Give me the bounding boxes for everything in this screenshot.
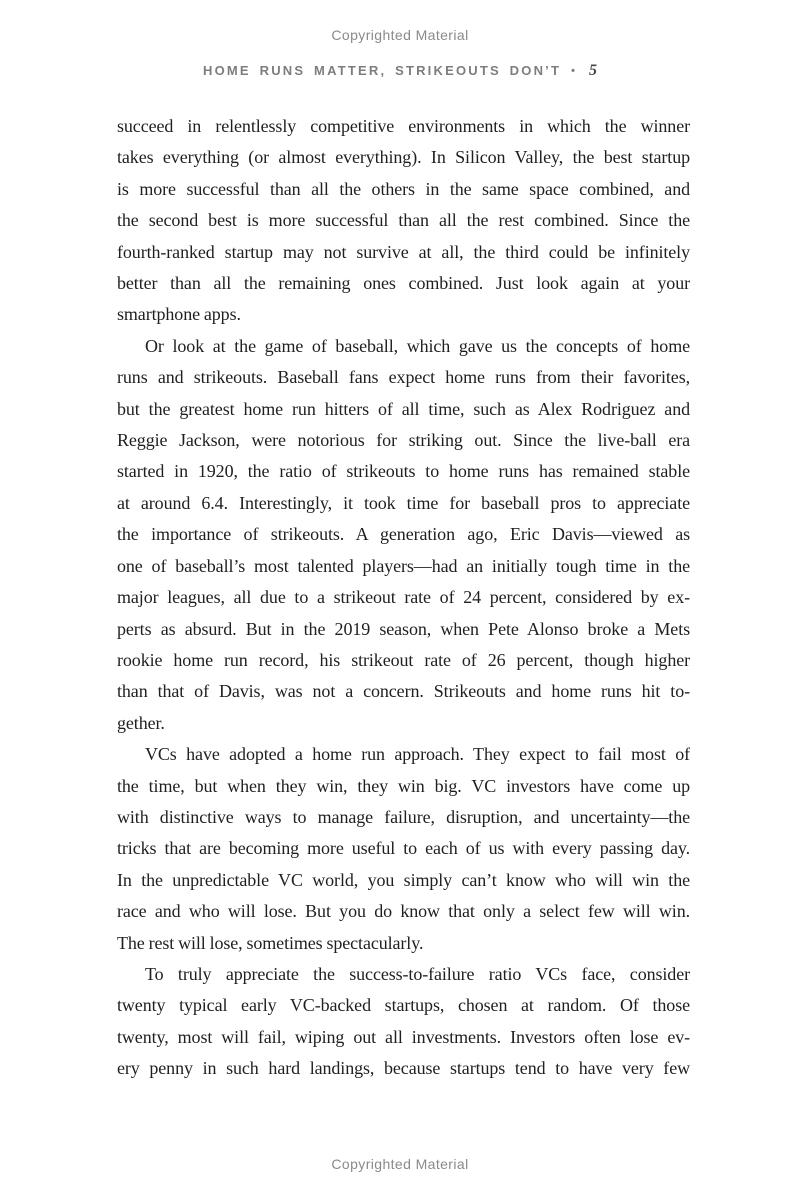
text-line: race and who will lose. But you do know that only a select few will win. [117,901,690,922]
text-line: VCs have adopted a home run approach. They expect to fail most of [145,744,690,765]
text-line: with distinctive ways to manage failure, disruption, and uncertainty—the [117,806,690,827]
text-line: than that of Davis, was not a concern. Strikeouts and home runs hit to- [117,681,690,702]
page-number: 5 [588,62,597,79]
text-line: gether. [117,712,165,733]
text-line: started in 1920, the ratio of strikeouts to home runs has remained stable [117,461,690,482]
text-line: tricks that are becoming more useful to each of us with every passing day. [117,838,690,859]
text-line: the second best is more successful than all the rest combined. Since the [117,210,690,231]
chapter-title: HOME RUNS MATTER, STRIKEOUTS DON’T [203,63,562,78]
text-line: Or look at the game of baseball, which gave us the concepts of home [145,335,690,356]
text-line: rookie home run record, his strikeout rate of 26 percent, though higher [117,649,690,670]
text-line: runs and strikeouts. Baseball fans expect home runs from their favorites, [117,367,690,388]
text-line: at around 6.4. Interestingly, it took time for baseball pros to appreciate [117,492,690,513]
text-line: Reggie Jackson, were notorious for striking out. Since the live-ball era [117,430,690,451]
copyright-notice-bottom: Copyrighted Material [331,1156,469,1172]
text-line: takes everything (or almost everything). In Silicon Valley, the best startup [117,147,690,168]
text-line: twenty typical early VC-backed startups, chosen at random. Of those [117,995,690,1016]
text-line: major leagues, all due to a strikeout rate of 24 percent, considered by ex- [117,587,690,608]
running-head [0,62,800,80]
text-line: perts as absurd. But in the 2019 season, when Pete Alonso broke a Mets [117,618,690,639]
text-line: succeed in relentlessly competitive environments in which the winner [117,116,690,136]
text-line: In the unpredictable VC world, you simply can’t know who will win the [117,869,690,890]
bullet-separator: • [571,65,575,77]
text-line: but the greatest home run hitters of all time, such as Alex Rodriguez and [117,398,690,419]
page-body [117,111,690,1085]
paragraph [117,111,690,331]
text-line: The rest will lose, sometimes spectacularly. [117,932,424,953]
text-line: To truly appreciate the success-to-failure ratio VCs face, consider [145,963,690,984]
text-line: fourth-ranked startup may not survive at all, the third could be infinitely [117,241,690,262]
text-line: twenty, most will fail, wiping out all investments. Investors often lose ev- [117,1026,690,1047]
paragraph [117,739,690,959]
paragraph [117,959,690,1085]
text-line: ery penny in such hard landings, because startups tend to have very few [117,1058,690,1079]
paragraph [117,331,690,739]
text-line: is more successful than all the others in the same space combined, and [117,178,690,199]
text-line: one of baseball’s most talented players—had an initially tough time in the [117,555,690,576]
text-line: the time, but when they win, they win big. VC investors have come up [117,775,690,796]
text-line: better than all the remaining ones combined. Just look again at your [117,273,690,294]
text-line: the importance of strikeouts. A generation ago, Eric Davis—viewed as [117,524,690,545]
text-line: smartphone apps. [117,304,241,325]
copyright-notice-top: Copyrighted Material [331,27,469,43]
